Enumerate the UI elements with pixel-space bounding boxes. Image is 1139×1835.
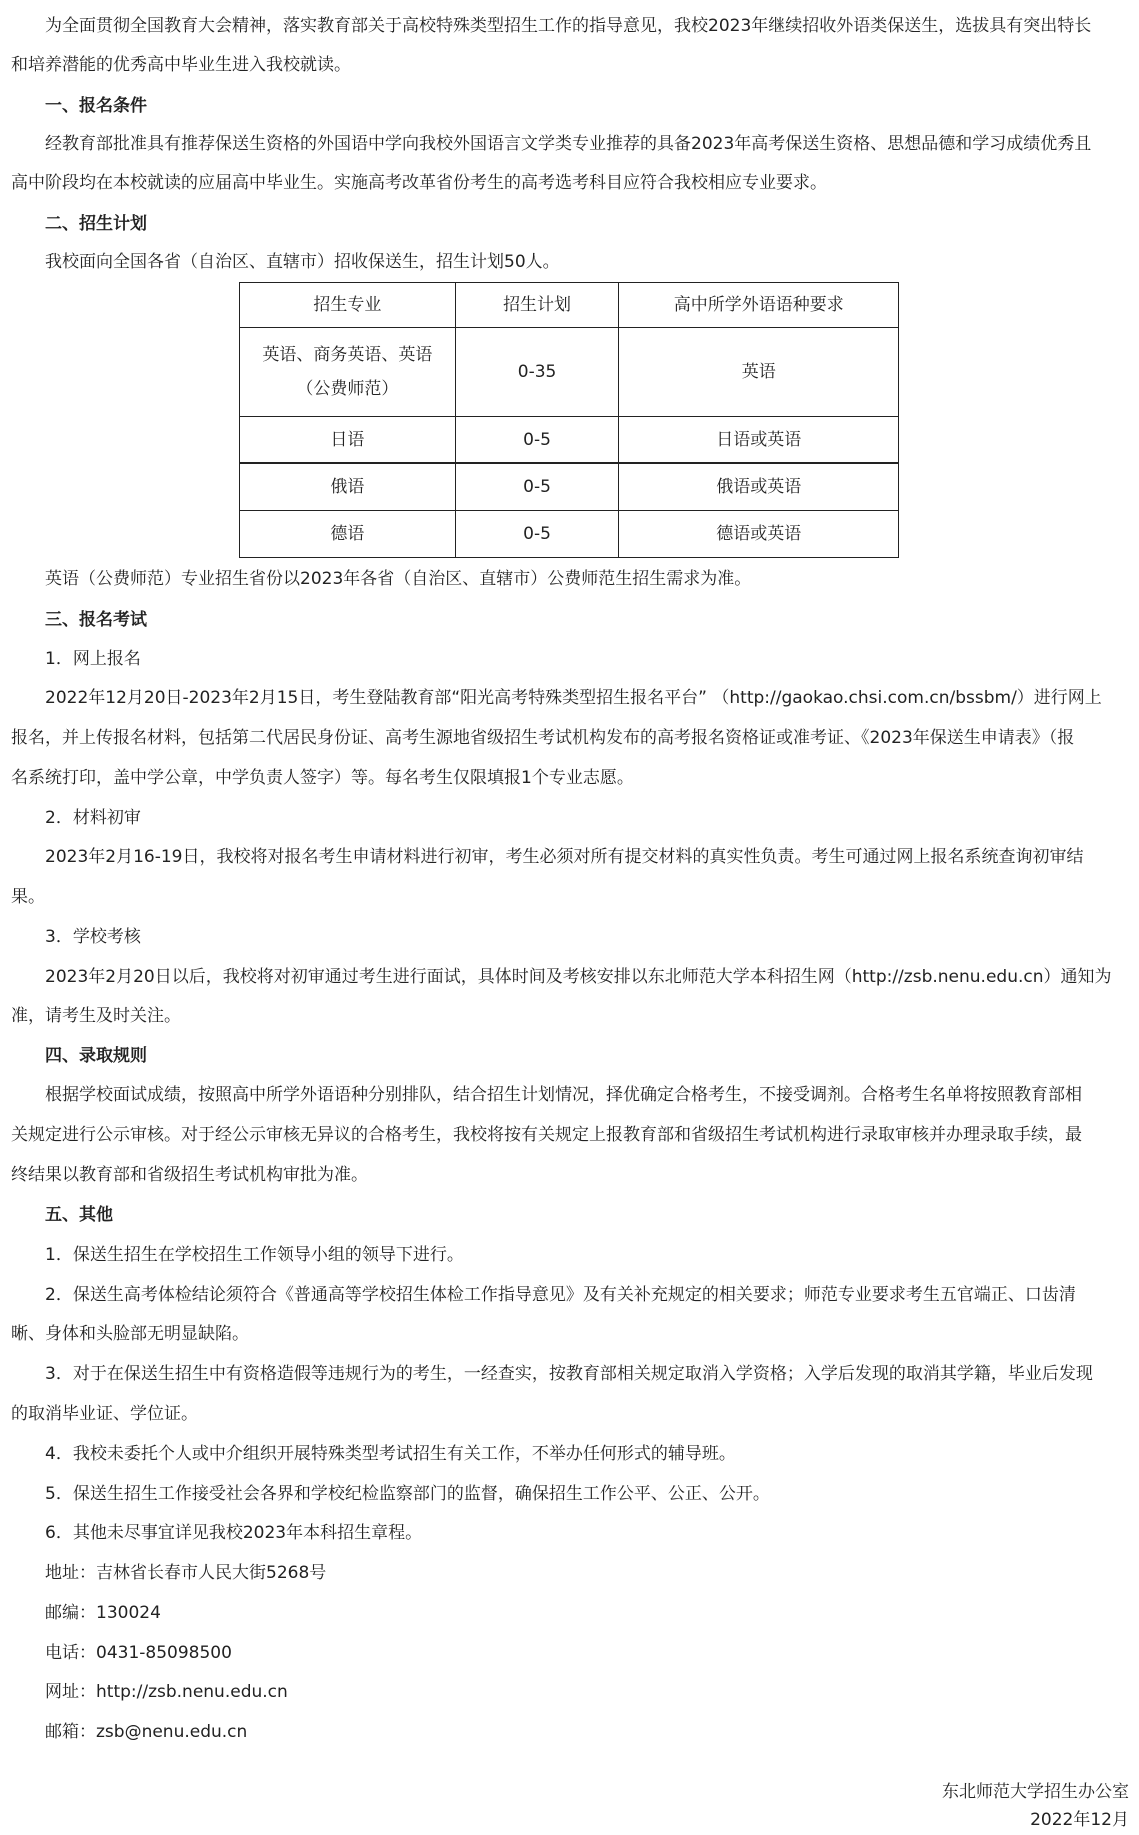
section-5-item-3: 3．对于在保送生招生中有资格造假等违规行为的考生，一经查实，按教育部相关规定取消入学资格；入学后发现的取消其学籍，毕业后发现 — [45, 1364, 1093, 1384]
section-5-title: 五、其他 — [45, 1205, 113, 1225]
section-3-sub-3-line-2: 准，请考生及时关注。 — [11, 1006, 181, 1026]
section-3-title: 三、报名考试 — [45, 610, 147, 630]
table-cell-requirement: 英语 — [619, 328, 899, 417]
table-cell-major — [240, 328, 456, 417]
table-row — [240, 463, 899, 511]
table-cell-plan: 0-35 — [455, 328, 619, 417]
table-row — [240, 417, 899, 464]
section-5-item-6: 6．其他未尽事宜详见我校2023年本科招生章程。 — [45, 1523, 423, 1543]
section-3-sub-3: 3．学校考核 — [45, 927, 141, 947]
contact-postcode: 邮编：130024 — [45, 1603, 161, 1623]
section-4-title: 四、录取规则 — [45, 1046, 147, 1066]
table-row — [240, 511, 899, 558]
section-3-sub-3-line-1: 2023年2月20日以后，我校将对初审通过考生进行面试，具体时间及考核安排以东北师范大学本科招生网（http://zsb.nenu.edu.cn）通知为 — [45, 967, 1112, 987]
table-cell-plan: 0-5 — [455, 417, 619, 464]
table-header-cell: 高中所学外语语种要求 — [619, 283, 899, 328]
section-3-sub-2: 2．材料初审 — [45, 808, 141, 828]
section-4-line-3: 终结果以教育部和省级招生考试机构审批为准。 — [11, 1165, 368, 1185]
section-4-line-2: 关规定进行公示审核。对于经公示审核无异议的合格考生，我校将按有关规定上报教育部和省级招生考试机构进行录取审核并办理录取手续，最 — [11, 1125, 1082, 1145]
signature-date: 2022年12月 — [1030, 1810, 1129, 1830]
intro-line-1: 为全面贯彻全国教育大会精神，落实教育部关于高校特殊类型招生工作的指导意见，我校2023年继续招收外语类保送生，选拔具有突出特长 — [45, 16, 1092, 36]
table-cell-requirement: 日语或英语 — [619, 417, 899, 464]
section-3-sub-1-line-1: 2022年12月20日-2023年2月15日，考生登陆教育部“阳光高考特殊类型招生报名平台” （http://gaokao.chsi.com.cn/bssbm/）进行网上 — [45, 688, 1102, 708]
major-line-2: （公费师范） — [296, 379, 399, 399]
table-cell-major: 俄语 — [240, 463, 456, 511]
enrollment-plan-table — [239, 282, 899, 558]
contact-address: 地址：吉林省长春市人民大街5268号 — [45, 1563, 327, 1583]
section-3-sub-2-line-2: 果。 — [11, 887, 45, 907]
section-5-item-1: 1．保送生招生在学校招生工作领导小组的领导下进行。 — [45, 1245, 464, 1265]
table-header-row — [240, 283, 899, 328]
table-cell-requirement: 俄语或英语 — [619, 463, 899, 511]
table-row — [240, 328, 899, 417]
section-5-item-3-cont: 的取消毕业证、学位证。 — [11, 1404, 198, 1424]
table-cell-requirement: 德语或英语 — [619, 511, 899, 558]
section-4-line-1: 根据学校面试成绩，按照高中所学外语语种分别排队，结合招生计划情况，择优确定合格考生，不接受调剂。合格考生名单将按照教育部相 — [45, 1085, 1082, 1105]
section-5-item-2-cont: 晰、身体和头脸部无明显缺陷。 — [11, 1324, 249, 1344]
section-3-sub-1-line-3: 名系统打印，盖中学公章，中学负责人签字）等。每名考生仅限填报1个专业志愿。 — [11, 768, 634, 788]
section-2-note: 英语（公费师范）专业招生省份以2023年各省（自治区、直辖市）公费师范生招生需求为准。 — [45, 569, 752, 589]
contact-phone: 电话：0431-85098500 — [45, 1643, 232, 1663]
section-2-title: 二、招生计划 — [45, 214, 147, 234]
section-5-item-5: 5．保送生招生工作接受社会各界和学校纪检监察部门的监督，确保招生工作公平、公正、公开。 — [45, 1484, 770, 1504]
major-line-1: 英语、商务英语、英语 — [262, 345, 433, 365]
contact-email: 邮箱：zsb@nenu.edu.cn — [45, 1722, 248, 1742]
table-header-cell: 招生计划 — [455, 283, 619, 328]
table-cell-plan: 0-5 — [455, 511, 619, 558]
section-5-item-4: 4．我校未委托个人或中介组织开展特殊类型考试招生有关工作，不举办任何形式的辅导班。 — [45, 1444, 736, 1464]
contact-website: 网址：http://zsb.nenu.edu.cn — [45, 1682, 288, 1702]
section-2-line: 我校面向全国各省（自治区、直辖市）招收保送生，招生计划50人。 — [45, 252, 560, 272]
section-1-title: 一、报名条件 — [45, 96, 147, 116]
section-3-sub-1: 1．网上报名 — [45, 649, 141, 669]
intro-line-2: 和培养潜能的优秀高中毕业生进入我校就读。 — [11, 55, 351, 75]
section-1-line-2: 高中阶段均在本校就读的应届高中毕业生。实施高考改革省份考生的高考选考科目应符合我校相应专业要求。 — [11, 173, 827, 193]
section-3-sub-2-line-1: 2023年2月16-19日，我校将对报名考生申请材料进行初审，考生必须对所有提交材料的真实性负责。考生可通过网上报名系统查询初审结 — [45, 847, 1084, 867]
section-1-line-1: 经教育部批准具有推荐保送生资格的外国语中学向我校外国语言文学类专业推荐的具备2023年高考保送生资格、思想品德和学习成绩优秀且 — [45, 134, 1092, 154]
section-5-item-2: 2．保送生高考体检结论须符合《普通高等学校招生体检工作指导意见》及有关补充规定的相关要求；师范专业要求考生五官端正、口齿清 — [45, 1285, 1076, 1305]
table-header-cell: 招生专业 — [240, 283, 456, 328]
table-cell-major: 日语 — [240, 417, 456, 464]
table-cell-major: 德语 — [240, 511, 456, 558]
table-cell-plan: 0-5 — [455, 463, 619, 511]
signature-org: 东北师范大学招生办公室 — [942, 1782, 1129, 1802]
section-3-sub-1-line-2: 报名，并上传报名材料，包括第二代居民身份证、高考生源地省级招生考试机构发布的高考报名资格证或准考证、《2023年保送生申请表》（报 — [11, 728, 1075, 748]
